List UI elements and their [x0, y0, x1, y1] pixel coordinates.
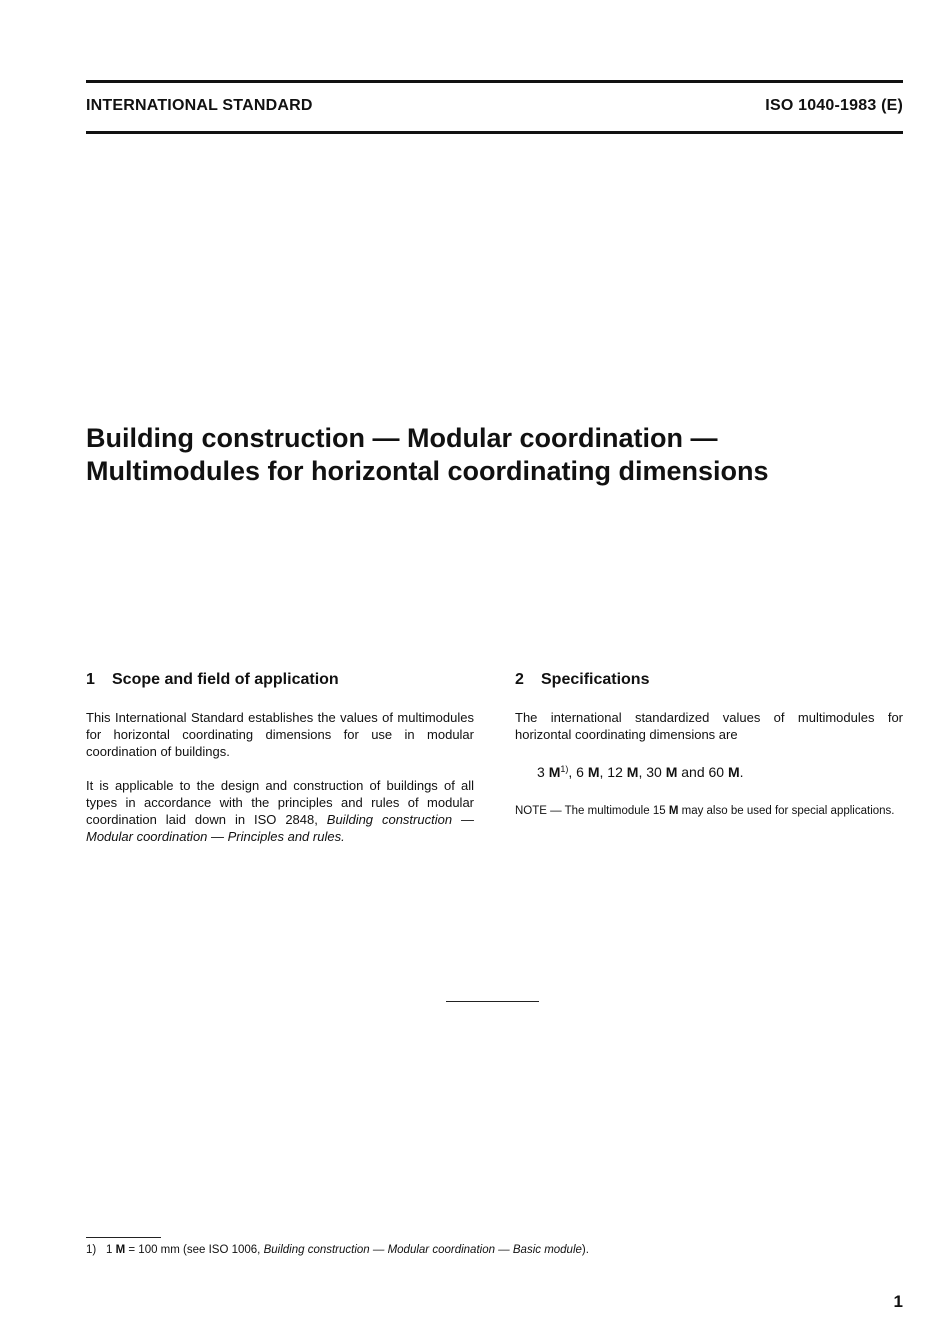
note-text-end: may also be used for special applications.: [678, 805, 895, 817]
module-symbol: M: [727, 764, 740, 780]
scope-paragraph-2: [86, 777, 474, 845]
scope-paragraph-2-text: It is applicable to the design and construction of buildings of all types in accordance with the principles and rules of modular coordination laid down in ISO 2848,: [86, 778, 474, 827]
specifications-note: [515, 803, 903, 819]
footnote-referenced-title: Building construction — Modular coordination — Basic module: [263, 1244, 582, 1256]
footnote-text-start: 1: [106, 1244, 116, 1256]
title-line-1: Building construction — Modular coordination —: [86, 423, 718, 453]
multimodule-values: [537, 760, 903, 781]
header-top-rule: [86, 80, 903, 83]
section-1-title: Scope and field of application: [112, 671, 339, 688]
value-30: , 30: [638, 764, 666, 780]
section-scope: [86, 669, 474, 862]
value-12: , 12: [599, 764, 627, 780]
header-bottom-rule: [86, 131, 903, 134]
module-symbol: M: [115, 1244, 126, 1256]
specifications-paragraph: The international standardized values of multimodules for horizontal coordinating dimensions are: [515, 710, 903, 742]
values-end: .: [739, 764, 744, 780]
module-symbol: M: [587, 764, 600, 780]
footnote-rule: [86, 1237, 161, 1238]
section-1-heading: [86, 669, 474, 691]
footnote: [86, 1242, 589, 1258]
document-type-label: INTERNATIONAL STANDARD: [86, 97, 313, 114]
section-2-title: Specifications: [541, 671, 650, 688]
title-line-2: Multimodules for horizontal coordinating dimensions: [86, 456, 769, 486]
module-symbol: M: [668, 805, 679, 817]
footnote-reference: 1): [560, 764, 569, 774]
value-60: and 60: [677, 764, 728, 780]
section-1-number: 1: [86, 671, 95, 688]
section-specifications: [515, 669, 903, 819]
value-3: 3: [537, 764, 549, 780]
referenced-standard-title: Building construction — Modular coordination — Principles and rules.: [86, 812, 474, 844]
page-number: 1: [893, 1292, 903, 1311]
module-symbol: M: [665, 764, 678, 780]
standard-reference: ISO 1040-1983 (E): [765, 97, 903, 114]
module-symbol: M: [626, 764, 639, 780]
section-2-heading: [515, 669, 903, 691]
footnote-text-end: ).: [581, 1244, 589, 1256]
footnote-text-middle: = 100 mm (see ISO 1006,: [125, 1244, 264, 1256]
scope-paragraph-1: This International Standard establishes the values of multimodules for horizontal coordinating dimensions for use in modular coordination of buildings.: [86, 710, 474, 759]
value-6: , 6: [568, 764, 588, 780]
section-2-number: 2: [515, 671, 524, 688]
end-of-text-rule: [446, 1001, 539, 1002]
document-title: [86, 422, 886, 488]
note-text-start: NOTE — The multimodule 15: [515, 805, 669, 817]
footnote-number: 1): [86, 1244, 97, 1256]
module-symbol: M: [548, 764, 561, 780]
